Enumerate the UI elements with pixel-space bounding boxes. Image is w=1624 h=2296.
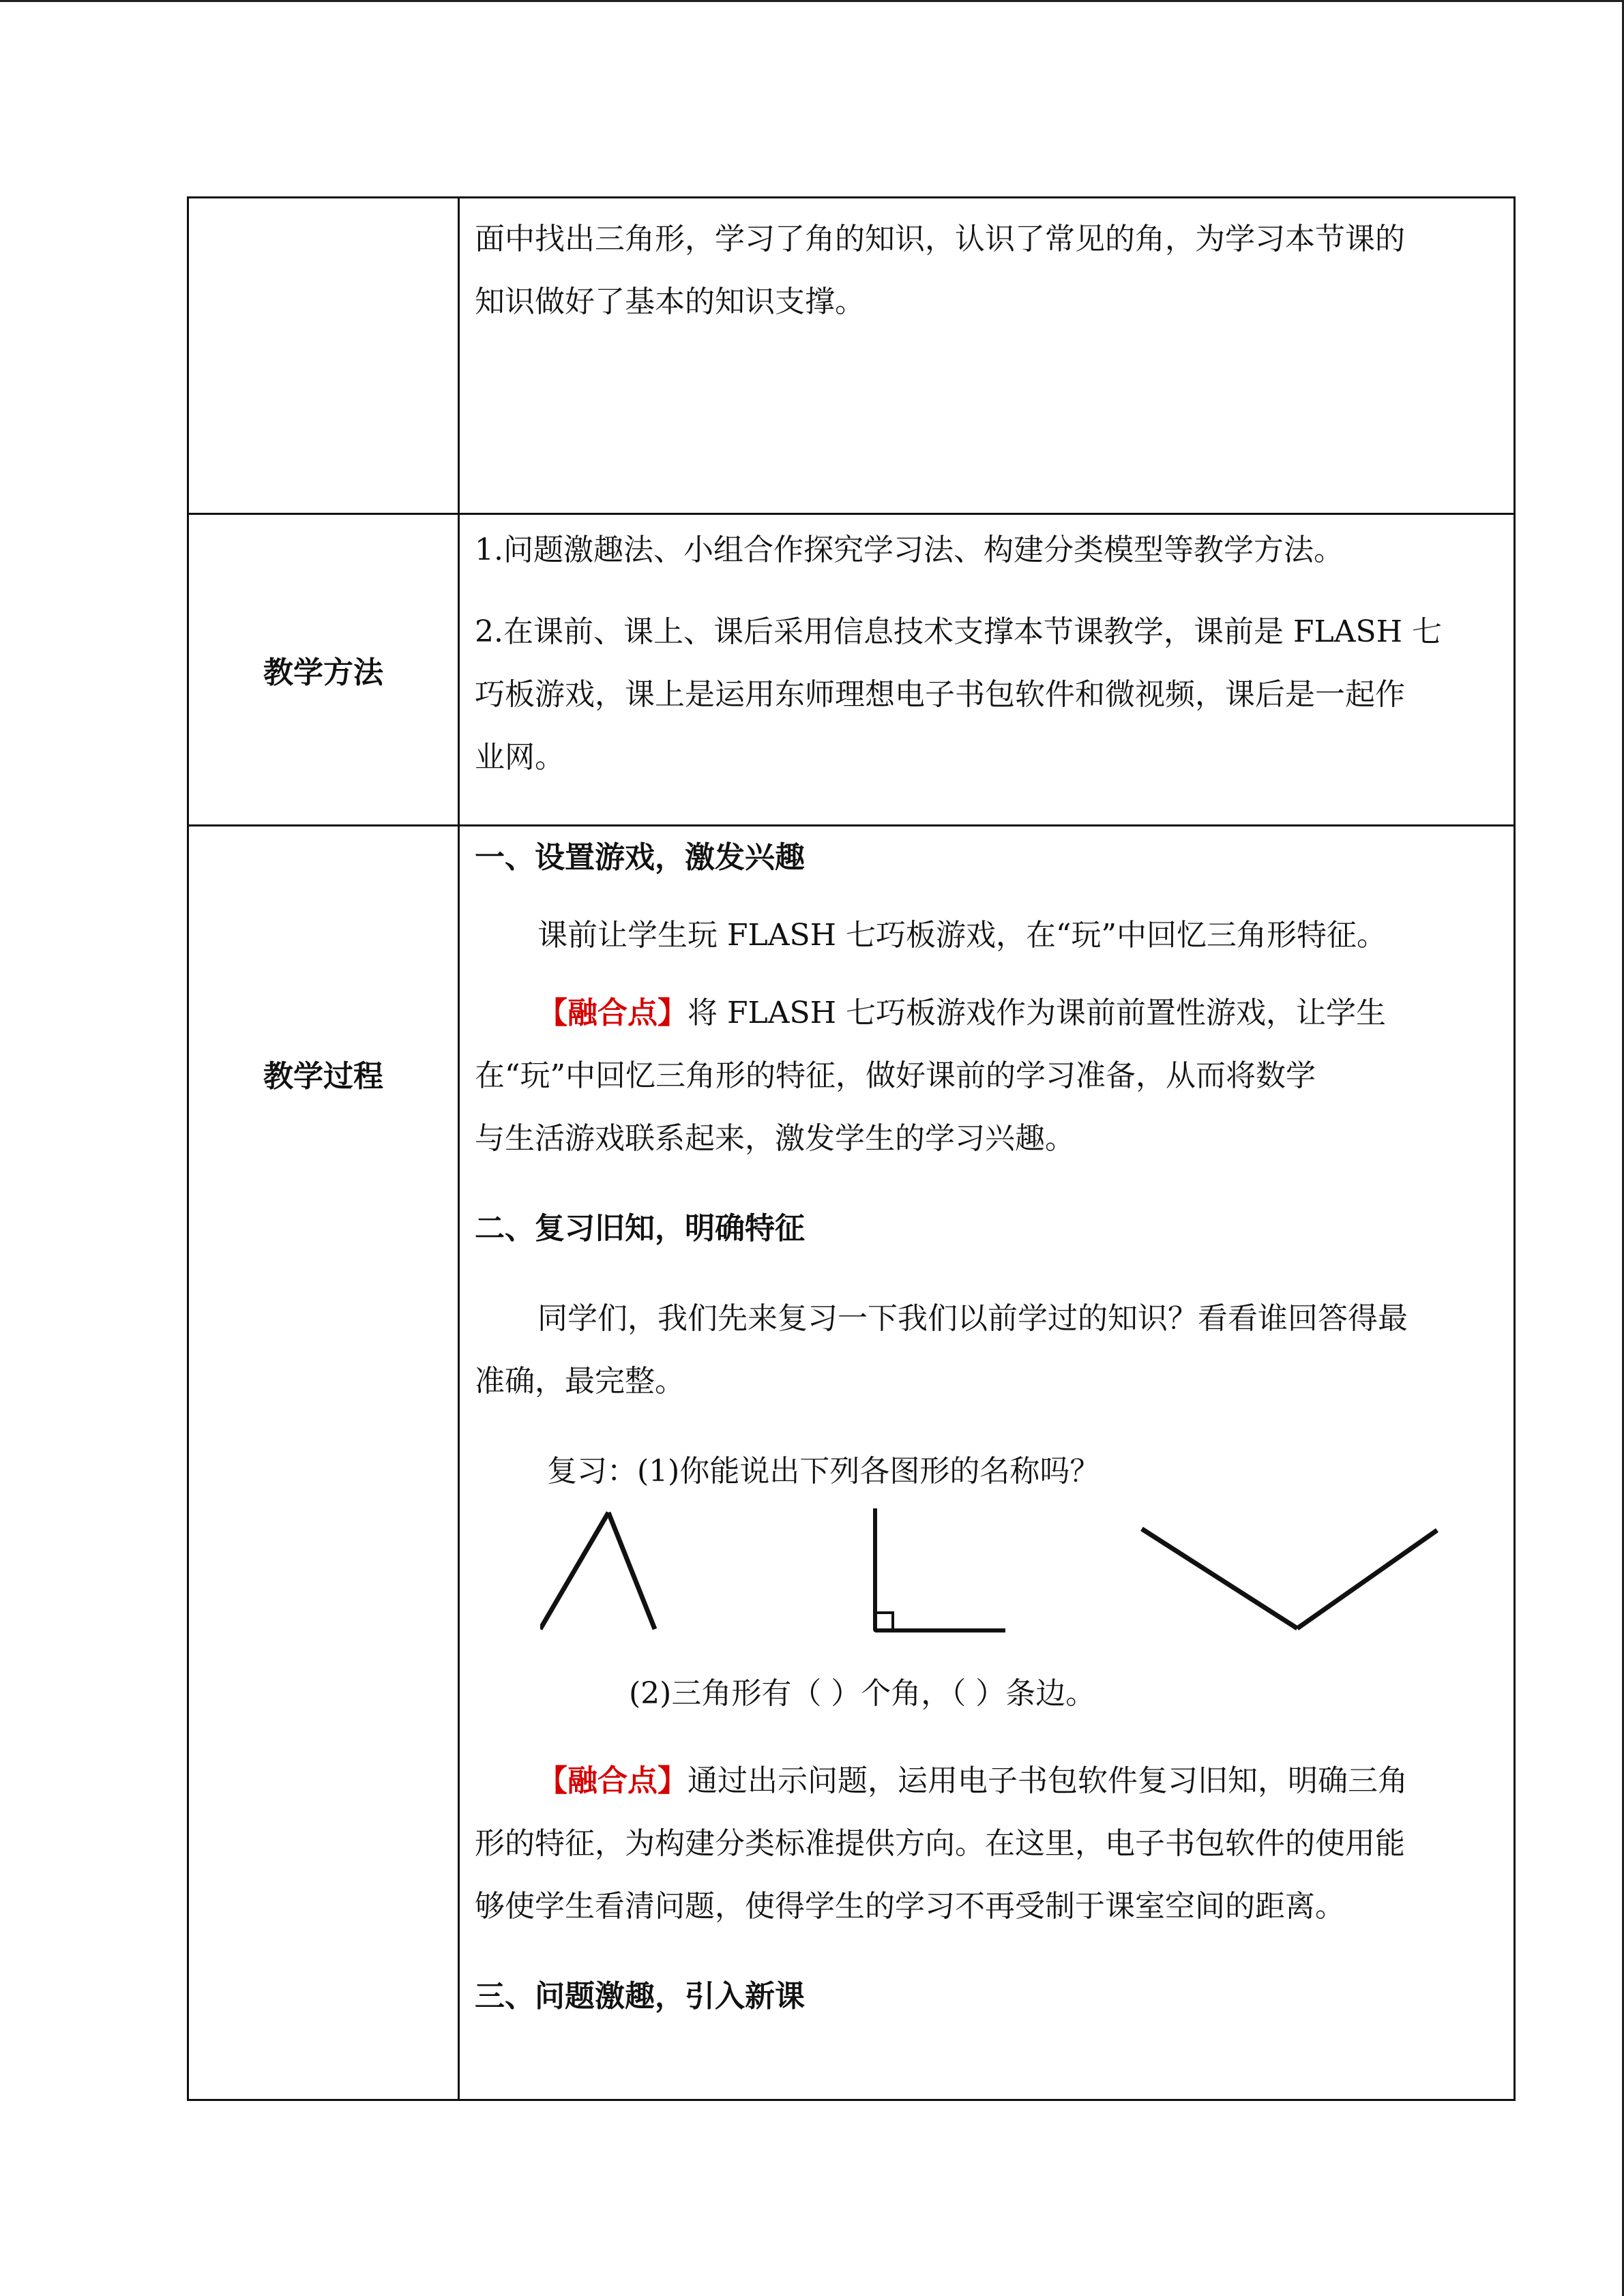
- fusion-point-tag: 【融合点】: [537, 996, 688, 1030]
- text-line: 面中找出三角形，学习了角的知识，认识了常见的角，为学习本节课的: [475, 222, 1405, 256]
- right-angle-figure: [875, 1508, 1005, 1630]
- obtuse-angle-figure: [1142, 1529, 1437, 1628]
- review-question-2: (2)三角形有（ ）个角，（ ）条边。: [629, 1676, 1096, 1711]
- text-line: 知识做好了基本的知识支撑。: [475, 284, 865, 319]
- row-content-background: [459, 198, 1515, 514]
- figure-angles: [540, 1503, 1509, 1660]
- row-label-teaching-method: 教学方法: [188, 514, 459, 826]
- text-line: 准确，最完整。: [475, 1364, 685, 1399]
- text-line: 2.在课前、课上、课后采用信息技术支撑本节课教学，课前是 FLASH 七: [475, 614, 1442, 649]
- text-line: 形的特征，为构建分类标准提供方向。在这里，电子书包软件的使用能: [475, 1826, 1405, 1861]
- text-line: 业网。: [475, 740, 565, 775]
- table-row: [188, 826, 1515, 2100]
- review-question-1: 复习：(1)你能说出下列各图形的名称吗？: [547, 1454, 1100, 1489]
- paragraph: 课前让学生玩 FLASH 七巧板游戏，在“玩”中回忆三角形特征。: [537, 918, 1387, 953]
- row-content-teaching-process: [459, 826, 1515, 2100]
- lesson-plan-table: [187, 196, 1516, 2101]
- text-line: 巧板游戏，课上是运用东师理想电子书包软件和微视频，课后是一起作: [475, 677, 1405, 712]
- paragraph: 【融合点】将 FLASH 七巧板游戏作为课前前置性游戏，让学生: [537, 996, 1387, 1030]
- section-heading: 一、设置游戏，激发兴趣: [475, 840, 805, 875]
- page-top-border: [0, 0, 1624, 2]
- paragraph: 【融合点】通过出示问题，运用电子书包软件复习旧知，明确三角: [537, 1763, 1408, 1798]
- text-line: 1.问题激趣法、小组合作探究学习法、构建分类模型等教学方法。: [475, 533, 1344, 567]
- angles-svg: [540, 1503, 1509, 1660]
- row-label-teaching-process: [188, 826, 459, 2100]
- row-label-empty: [188, 198, 459, 514]
- row-content-teaching-method: [459, 514, 1515, 826]
- text-line: 够使学生看清问题，使得学生的学习不再受制于课室空间的距离。: [475, 1889, 1345, 1924]
- acute-angle-figure: [540, 1512, 655, 1629]
- text-line: 与生活游戏联系起来，激发学生的学习兴趣。: [475, 1121, 1075, 1156]
- table-row: [188, 198, 1515, 514]
- table-row: [188, 514, 1515, 826]
- fusion-point-tag: 【融合点】: [537, 1763, 688, 1798]
- section-heading: 三、问题激趣，引入新课: [475, 1979, 805, 2014]
- row-label-text: 教学过程: [263, 1059, 383, 1094]
- paragraph: 同学们，我们先来复习一下我们以前学过的知识？看看谁回答得最: [537, 1301, 1408, 1336]
- text-line: 在“玩”中回忆三角形的特征，做好课前的学习准备，从而将数学: [475, 1058, 1316, 1093]
- section-heading: 二、复习旧知，明确特征: [475, 1211, 805, 1246]
